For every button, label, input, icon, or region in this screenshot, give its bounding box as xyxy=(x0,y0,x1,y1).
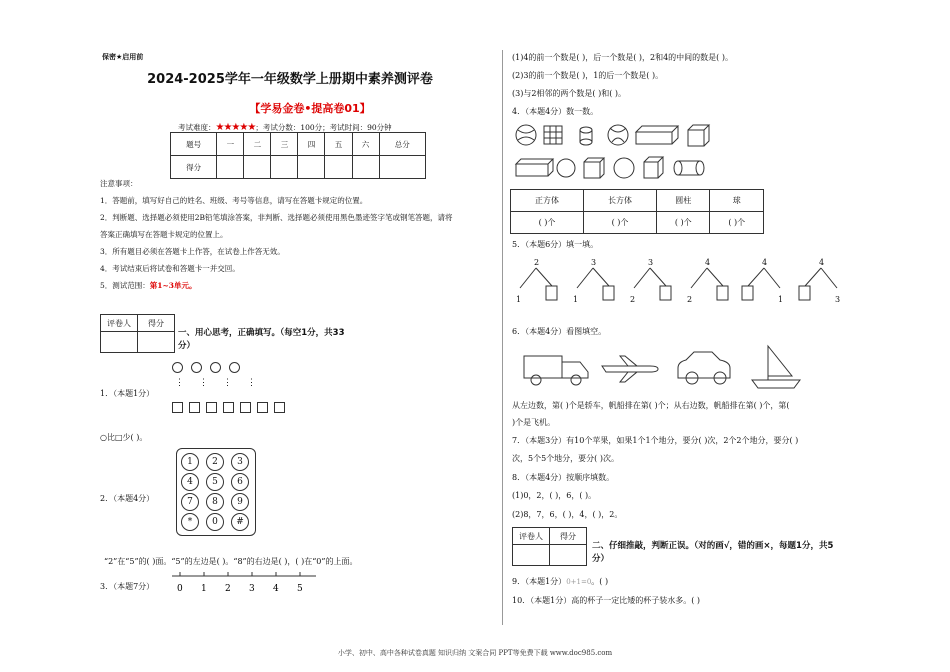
score-header-cell: 二 xyxy=(244,133,271,156)
square-shape xyxy=(172,402,183,413)
range-value: 第1~3单元。 xyxy=(149,281,197,290)
difficulty-stars: ★★★★★ xyxy=(215,122,256,133)
circle-shape xyxy=(172,362,183,373)
score-cell[interactable] xyxy=(550,545,587,566)
tick-label: 1 xyxy=(201,584,207,594)
sailboat-icon xyxy=(752,346,800,388)
q3-label: 3．（本题7分） xyxy=(100,582,155,591)
ball-shape xyxy=(557,159,575,177)
note-item: 3．所有题目必须在答题卡上作答，在试卷上作答无效。 xyxy=(100,247,285,256)
square-shape xyxy=(274,402,285,413)
q1-label: 1．（本题1分） xyxy=(100,389,155,398)
tree-top: 4 xyxy=(762,258,768,267)
meta-rest: ；考试分数：100分；考试时间：90分钟 xyxy=(255,123,392,132)
q6-text-1: 从左边数，第( )个是轿车，帆船排在第( )个；从右边数，帆船排在第( )个，第( xyxy=(512,401,790,410)
grader-label: 评卷人 xyxy=(513,528,550,545)
grader-label: 评卷人 xyxy=(101,315,138,332)
ball-shape xyxy=(614,158,634,178)
score-cell[interactable] xyxy=(325,156,352,179)
tree-top: 3 xyxy=(591,258,597,267)
ball-shape xyxy=(608,125,628,145)
section-1-title: 一、用心思考，正确填写。（每空1分，共33 xyxy=(178,328,345,338)
score-cell[interactable] xyxy=(379,156,425,179)
score-cell[interactable] xyxy=(244,156,271,179)
q9-text xyxy=(512,576,608,587)
score-header-cell: 题号 xyxy=(171,133,217,156)
shape-count-cell[interactable]: ( )个 xyxy=(583,212,656,234)
key-3: 3 xyxy=(231,453,249,471)
note-item: 4．考试结束后将试卷和答题卡一并交回。 xyxy=(100,264,240,273)
score-label-cell: 得分 xyxy=(171,156,217,179)
tree-top: 4 xyxy=(819,258,825,267)
tick-label: 4 xyxy=(273,584,279,594)
exam-title: 2024-2025学年一年级数学上册期中素养测评卷 xyxy=(147,72,433,87)
q9-formula: 0+1=0 xyxy=(566,578,592,586)
cube-shape xyxy=(544,126,562,144)
score-header-cell: 六 xyxy=(352,133,379,156)
shape-count-cell[interactable]: ( )个 xyxy=(710,212,764,234)
q6-label: 6．（本题4分）看图填空。 xyxy=(512,327,607,336)
tick-label: 0 xyxy=(177,584,183,594)
page-footer: 小学、初中、高中各种试卷真题 知识归纳 文案合同 PPT等免费下载 www.doc985.com xyxy=(337,649,613,657)
shape-count-table xyxy=(510,189,764,234)
q7-text-2: 次，5个5个地分，要分( )次。 xyxy=(512,454,619,463)
square-shape xyxy=(223,402,234,413)
key-4: 4 xyxy=(181,473,199,491)
tree-left: 1 xyxy=(516,295,522,304)
q3-part3: (3)与2相邻的两个数是( )和( )。 xyxy=(512,89,626,98)
note-item: 答案正确填写在答题卡规定的位置上。 xyxy=(100,230,228,239)
q4-label: 4．（本题4分）数一数。 xyxy=(512,107,599,116)
q3-part2: (2)3的前一个数是( )，1的后一个数是( )。 xyxy=(512,71,664,80)
notes-heading: 注意事项： xyxy=(100,179,138,188)
q2-label: 2．（本题4分） xyxy=(100,494,155,503)
circle-shape xyxy=(191,362,202,373)
q1-squares xyxy=(172,402,285,416)
circle-shape xyxy=(229,362,240,373)
shape-header: 正方体 xyxy=(511,190,584,212)
q8-part1: (1)0，2，( )，6，( )。 xyxy=(512,491,597,500)
key-0: 0 xyxy=(206,513,224,531)
q8-label: 8．（本题4分）按顺序填数。 xyxy=(512,473,615,482)
confidential-mark: 保密★启用前 xyxy=(102,53,144,61)
key-star: * xyxy=(181,513,199,531)
score-cell[interactable] xyxy=(298,156,325,179)
q10-text: 10．（本题1分）高的杯子一定比矮的杯子装水多。( ) xyxy=(512,596,701,605)
q1-text: ○比□少( )。 xyxy=(100,433,148,442)
score-header-cell: 五 xyxy=(325,133,352,156)
cuboid-shape xyxy=(644,157,663,178)
vehicles-illustration xyxy=(520,340,810,390)
section-2-title-cont: 分） xyxy=(592,554,610,564)
score-header-cell: 一 xyxy=(217,133,244,156)
grader-table-1 xyxy=(100,314,175,353)
key-hash: # xyxy=(231,513,249,531)
tree-left: 2 xyxy=(630,295,636,304)
q3-part1: (1)4的前一个数是( )，后一个数是( )，2和4的中间的数是( )。 xyxy=(512,53,733,62)
page-divider xyxy=(502,50,503,625)
exam-subtitle: 【学易金卷•提高卷01】 xyxy=(249,102,371,115)
square-shape xyxy=(189,402,200,413)
q2-text: “2”在“5”的( )面。“5”的左边是( )。“8”的右边是( )，( )在“0”的上面。 xyxy=(104,557,358,566)
grader-table-2 xyxy=(512,527,587,566)
tick-label: 2 xyxy=(225,584,231,594)
tree-top: 3 xyxy=(648,258,654,267)
score-cell[interactable] xyxy=(138,332,175,353)
cylinder-shape xyxy=(580,139,592,145)
note-range xyxy=(100,280,197,291)
square-shape xyxy=(206,402,217,413)
car-icon xyxy=(678,352,730,384)
tree-top: 2 xyxy=(534,258,540,267)
number-line xyxy=(170,570,320,598)
shape-count-cell[interactable]: ( )个 xyxy=(656,212,710,234)
range-label: 5．测试范围： xyxy=(100,281,150,290)
q1-dots: ⋮⋮⋮⋮ xyxy=(175,378,271,388)
q1-circles xyxy=(172,362,240,376)
phone-keypad xyxy=(176,448,256,536)
score-cell[interactable] xyxy=(352,156,379,179)
tick-label: 5 xyxy=(297,584,303,594)
square-shape xyxy=(257,402,268,413)
q5-label: 5．（本题6分）填一填。 xyxy=(512,240,599,249)
solid-shapes xyxy=(514,122,714,182)
score-header-cell: 四 xyxy=(298,133,325,156)
tree-top: 4 xyxy=(705,258,711,267)
shape-count-cell[interactable]: ( )个 xyxy=(511,212,584,234)
ball-shape xyxy=(516,125,536,145)
cuboid-shape xyxy=(636,126,678,144)
tree-left: 1 xyxy=(573,295,579,304)
key-5: 5 xyxy=(206,473,224,491)
difficulty-label: 考试难度： xyxy=(178,123,216,132)
grader-cell[interactable] xyxy=(101,332,138,353)
note-item: 2．判断题、选择题必须使用2B铅笔填涂答案，非判断、选择题必须使用黑色墨迹签字笔或钢笔答题，请将 xyxy=(100,213,453,222)
square-shape xyxy=(240,402,251,413)
tree-right: 3 xyxy=(835,295,841,304)
q9-label: 9．（本题1分） xyxy=(512,577,567,586)
score-cell[interactable] xyxy=(217,156,244,179)
score-cell[interactable] xyxy=(271,156,298,179)
key-9: 9 xyxy=(231,493,249,511)
key-8: 8 xyxy=(206,493,224,511)
q8-part2: (2)8，7，6，( )，4，( )，2。 xyxy=(512,510,623,519)
section-1-title-cont: 分） xyxy=(178,341,196,351)
key-1: 1 xyxy=(181,453,199,471)
plane-icon xyxy=(602,356,658,382)
number-trees xyxy=(512,254,852,308)
score-header-cell: 总分 xyxy=(379,133,425,156)
shape-header: 长方体 xyxy=(583,190,656,212)
tick-label: 3 xyxy=(249,584,255,594)
circle-shape xyxy=(210,362,221,373)
q9-answer: 。( ) xyxy=(591,577,609,586)
shape-header: 圆柱 xyxy=(656,190,710,212)
score-label: 得分 xyxy=(550,528,587,545)
key-2: 2 xyxy=(206,453,224,471)
score-label: 得分 xyxy=(138,315,175,332)
section-2-title: 二、仔细推敲，判断正误。（对的画√，错的画×，每题1分，共5 xyxy=(592,541,834,551)
cube-shape xyxy=(584,158,604,178)
score-table xyxy=(170,132,426,179)
key-6: 6 xyxy=(231,473,249,491)
score-header-cell: 三 xyxy=(271,133,298,156)
cube-shape xyxy=(688,125,709,146)
tree-right: 1 xyxy=(778,295,784,304)
q6-text-2: )个是飞机。 xyxy=(512,418,556,427)
shape-header: 球 xyxy=(710,190,764,212)
cylinder-shape xyxy=(696,161,704,175)
note-item: 1．答题前，填写好自己的姓名、班级、考号等信息，请写在答题卡规定的位置。 xyxy=(100,196,368,205)
key-7: 7 xyxy=(181,493,199,511)
tree-left: 2 xyxy=(687,295,693,304)
truck-icon xyxy=(524,356,588,385)
grader-cell[interactable] xyxy=(513,545,550,566)
q7-text-1: 7．（本题3分）有10个苹果，如果1个1个地分，要分( )次，2个2个地分，要分( ) xyxy=(512,436,799,445)
cuboid-shape xyxy=(516,159,553,176)
